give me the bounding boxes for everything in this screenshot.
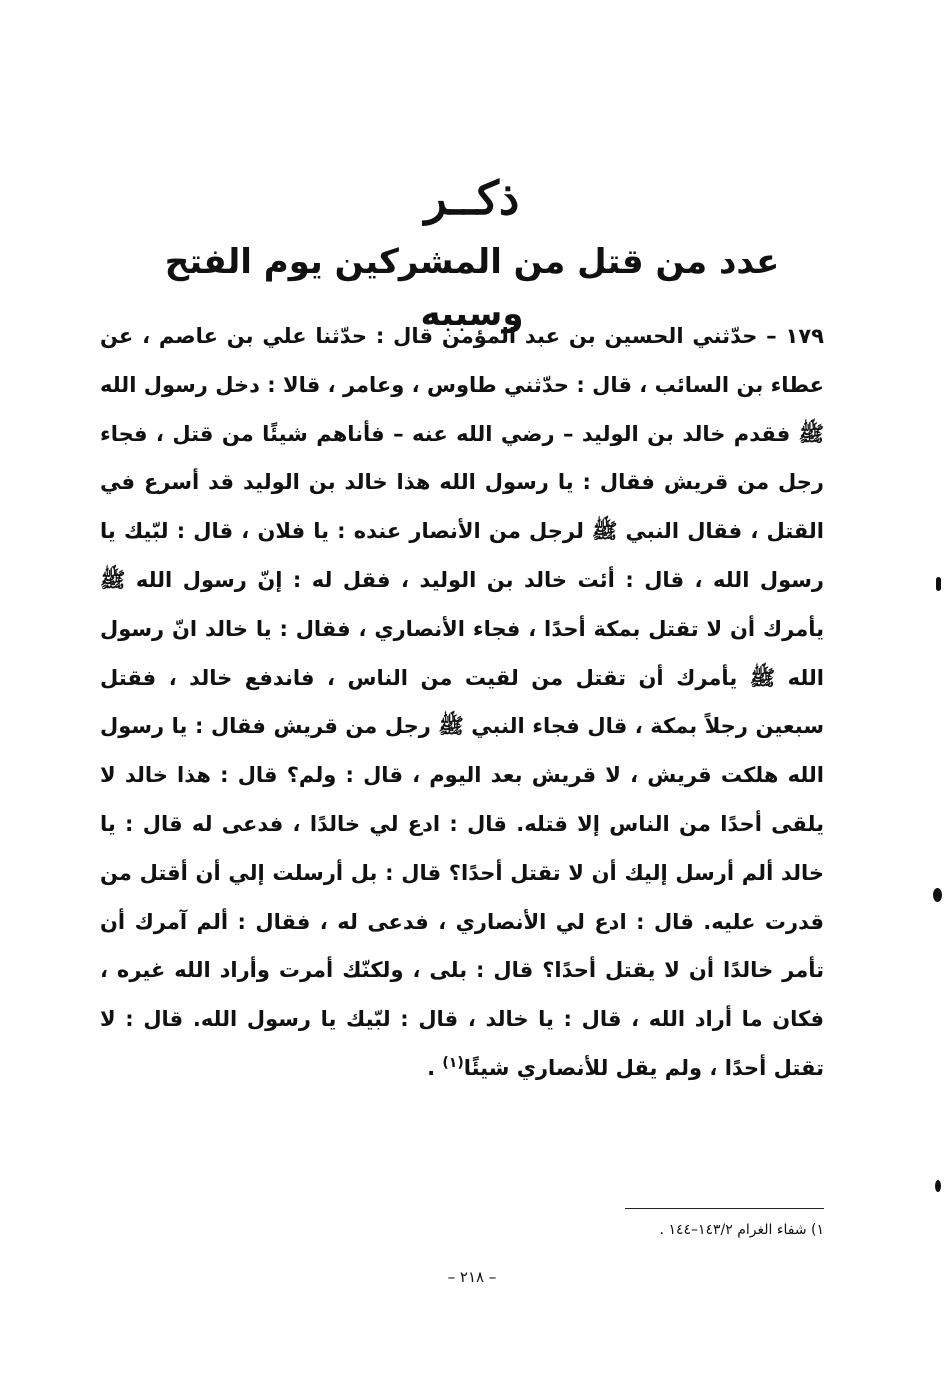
footnote-reference[interactable]: (١) bbox=[442, 1054, 464, 1071]
paragraph-text: ١٧٩ – حدّثني الحسين بن عبد المؤمن قال : حدّثنا علي بن عاصم ، عن عطاء بن السائب ، قال : حدّثني طاوس ، وعامر ، قالا : دخل رسول الله ﷺ فقدم خالد بن الوليد – رضي الله عنه – فأناهم شيئًا من قتل ، فجاء رجل من قريش فقال : يا رسول الله هذا خالد بن الوليد قد أسرع في القتل ، فقال النبي ﷺ لرجل من الأنصار عنده : يا فلان ، قال : لبّيك يا رسول الله ، قال : أئت خالد بن الوليد ، فقل له : إنّ رسول الله ﷺ يأمرك أن لا تقتل بمكة أحدًا ، فجاء الأنصاري ، فقال : يا خالد انّ رسول الله ﷺ يأمرك أن تقتل من لقيت من الناس ، فاندفع خالد ، فقتل سبعين رجلاً بمكة ، قال فجاء النبي ﷺ رجل من قريش فقال : يا رسول الله هلكت قريش ، لا قريش بعد اليوم ، قال : ولم؟ قال : هذا خالد لا يلقى أحدًا من الناس إلا قتله. قال : ادع لي خالدًا ، فدعى له قال : يا خالد ألم أرسل إليك أن لا تقتل أحدًا؟ قال : بل أرسلت إلي أن أقتل من قدرت عليه. قال : ادع لي الأنصاري ، فدعى له ، فقال : ألم آمرك أن تأمر خالدًا أن لا يقتل أحدًا؟ قال : بلى ، ولكنّك أمرت وأراد الله غيره ، فكان ما أراد الله ، قال : يا خالد ، قال : لبّيك يا رسول الله. قال : لا تقتل أحدًا ، ولم يقل للأنصاري شيئًا bbox=[100, 324, 824, 1080]
scan-edge-mark bbox=[933, 888, 942, 902]
paragraph-end: . bbox=[427, 1055, 443, 1080]
hadith-paragraph bbox=[100, 312, 824, 1093]
scan-edge-mark bbox=[935, 1180, 941, 1192]
section-heading-dhikr: ذكــر bbox=[424, 171, 520, 225]
page-number: – ٢١٨ – bbox=[447, 1268, 497, 1286]
chapter-title: عدد من قتل من المشركين يوم الفتح وسببه bbox=[164, 242, 780, 334]
footnote: ١) شفاء الغرام ١٤٣/٢–١٤٤ . bbox=[659, 1222, 824, 1238]
scan-edge-mark bbox=[936, 577, 941, 591]
footnote-divider bbox=[625, 1208, 824, 1209]
